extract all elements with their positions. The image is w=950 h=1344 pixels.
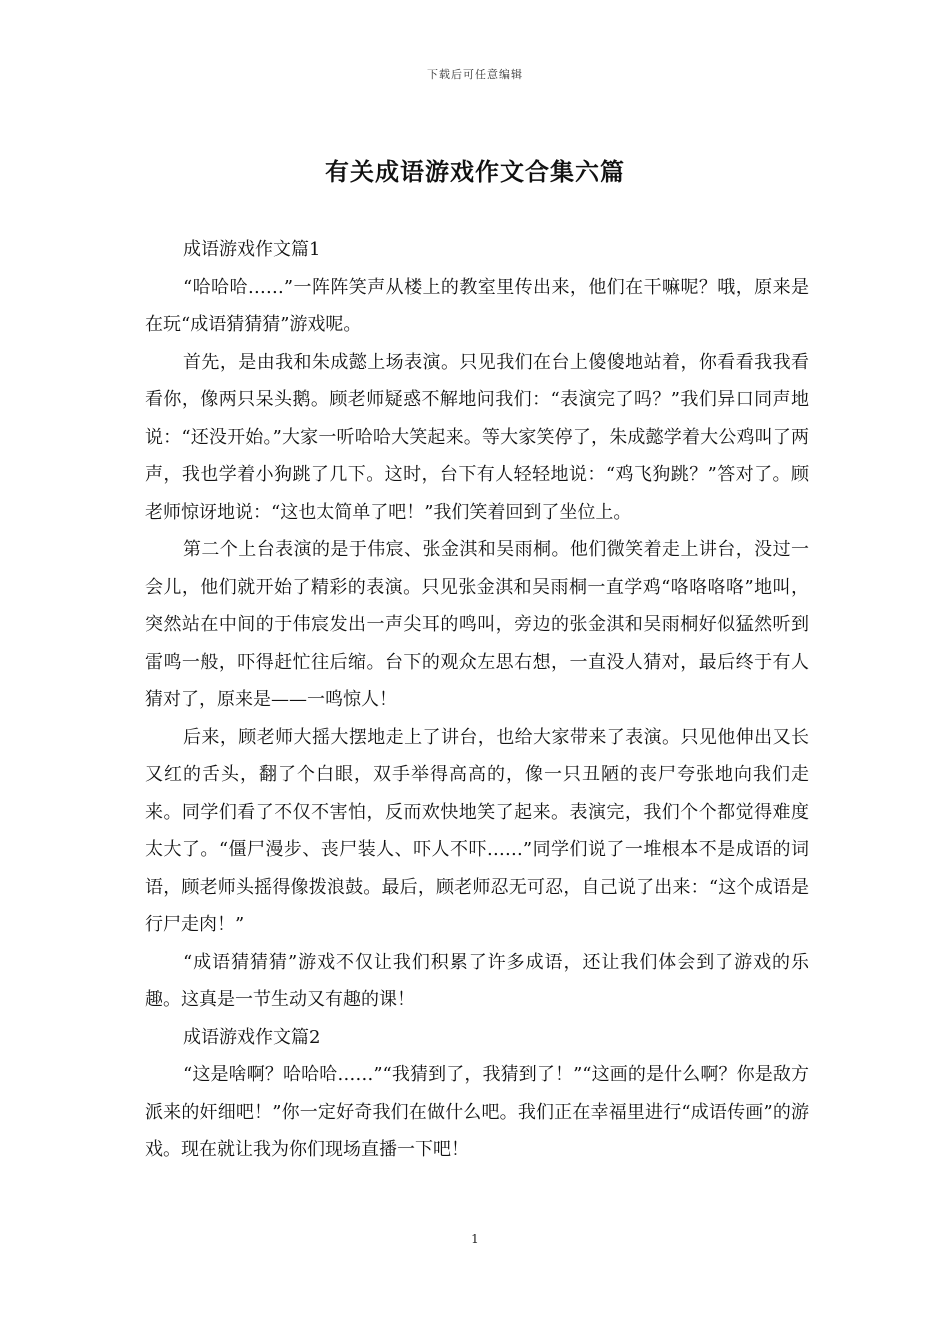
paragraph: “哈哈哈……”一阵阵笑声从楼上的教室里传出来，他们在干嘛呢？哦，原来是在玩“成语猜猜猜”游戏呢。 bbox=[145, 276, 809, 335]
page-header-note: 下载后可任意编辑 bbox=[427, 68, 523, 81]
paragraph: 首先，是由我和朱成懿上场表演。只见我们在台上傻傻地站着，你看看我我看看你，像两只呆头鹅。顾老师疑惑不解地问我们：“表演完了吗？”我们异口同声地说：“还没开始。”大家一听哈哈大笑起来。等大家笑停了，朱成懿学着大公鸡叫了两声，我也学着小狗跳了几下。这时，台下有人轻轻地说：“鸡飞狗跳？”答对了。顾老师惊讶地说：“这也太简单了吧！”我们笑着回到了坐位上。 bbox=[145, 351, 809, 523]
section-heading-1: 成语游戏作文篇1 bbox=[183, 239, 321, 260]
paragraph: “这是啥啊？哈哈哈……”“我猜到了，我猜到了！”“这画的是什么啊？你是敌方派来的奸细吧！”你一定好奇我们在做什么吧。我们正在幸福里进行“成语传画”的游戏。现在就让我为你们现场直播一下吧！ bbox=[145, 1064, 809, 1160]
paragraph: 后来，顾老师大摇大摆地走上了讲台，也给大家带来了表演。只见他伸出又长又红的舌头，翻了个白眼，双手举得高高的，像一只丑陋的丧尸夸张地向我们走来。同学们看了不仅不害怕，反而欢快地笑了起来。表演完，我们个个都觉得难度太大了。“僵尸漫步、丧尸装人、吓人不吓……”同学们说了一堆根本不是成语的词语，顾老师头摇得像拨浪鼓。最后，顾老师忍无可忍，自己说了出来：“这个成语是行尸走肉！” bbox=[145, 726, 809, 935]
document-title: 有关成语游戏作文合集六篇 bbox=[325, 157, 625, 186]
paragraph: “成语猜猜猜”游戏不仅让我们积累了许多成语，还让我们体会到了游戏的乐趣。这真是一节生动又有趣的课！ bbox=[145, 951, 809, 1010]
section-heading-2: 成语游戏作文篇2 bbox=[183, 1026, 321, 1048]
paragraph: 第二个上台表演的是于伟宸、张金淇和吴雨桐。他们微笑着走上讲台，没过一会儿，他们就开始了精彩的表演。只见张金淇和吴雨桐一直学鸡“咯咯咯咯”地叫，突然站在中间的于伟宸发出一声尖耳的鸣叫，旁边的张金淇和吴雨桐好似猛然听到雷鸣一般，吓得赶忙往后缩。台下的观众左思右想，一直没人猜对，最后终于有人猜对了，原来是——一鸣惊人！ bbox=[145, 539, 809, 710]
document-body bbox=[145, 231, 809, 1169]
page-number: 1 bbox=[471, 1232, 479, 1246]
